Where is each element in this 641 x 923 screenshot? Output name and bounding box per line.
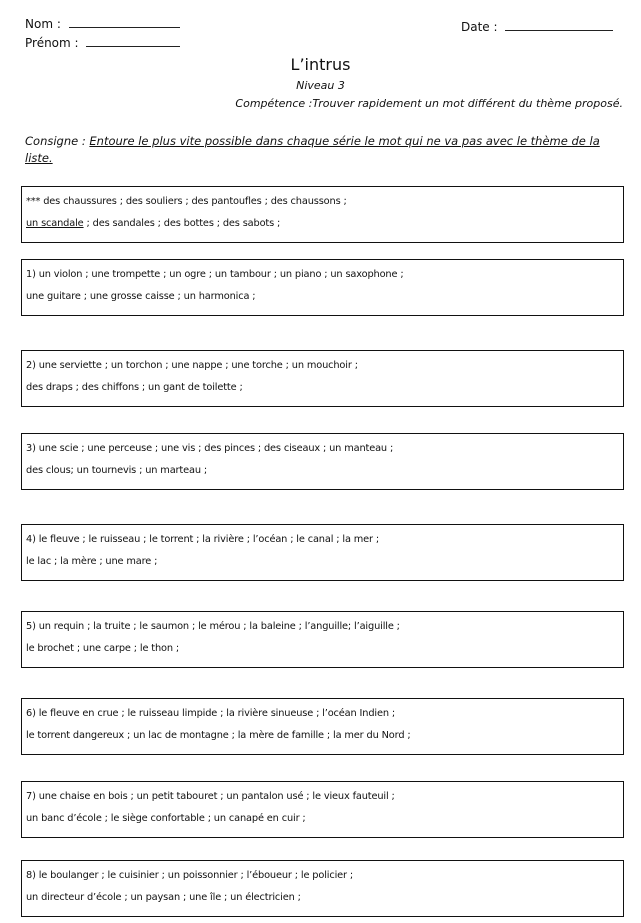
series-line[interactable]: 5) un requin ; la truite ; le saumon ; le mérou ; la baleine ; l’anguille; l’aiguille ; (26, 621, 400, 632)
consigne-label: Consigne : (25, 134, 86, 148)
series-line[interactable]: une guitare ; une grosse caisse ; un harmonica ; (26, 291, 256, 302)
series-box-8 (21, 860, 624, 917)
example-line-2 (26, 213, 623, 235)
series-box-2 (21, 350, 624, 407)
nom-label: Nom : (25, 17, 61, 31)
date-field (461, 19, 613, 34)
series-line[interactable]: 7) une chaise en bois ; un petit tabouret ; un pantalon usé ; le vieux fauteuil ; (26, 791, 395, 802)
series-line[interactable]: des clous; un tournevis ; un marteau ; (26, 465, 208, 476)
series-line[interactable]: le lac ; la mère ; une mare ; (26, 556, 158, 567)
example-answer: un scandale (26, 218, 84, 229)
example-line-1: *** des chaussures ; des souliers ; des pantoufles ; des chaussons ; (26, 196, 347, 207)
series-line[interactable]: le brochet ; une carpe ; le thon ; (26, 643, 180, 654)
series-line[interactable]: 2) une serviette ; un torchon ; une nappe ; une torche ; un mouchoir ; (26, 360, 358, 371)
series-box-1 (21, 259, 624, 316)
nom-blank[interactable] (69, 16, 180, 28)
series-line[interactable]: 8) le boulanger ; le cuisinier ; un poissonnier ; l’éboueur ; le policier ; (26, 870, 354, 881)
example-box (21, 186, 624, 243)
series-line[interactable]: un banc d’école ; le siège confortable ; un canapé en cuir ; (26, 813, 306, 824)
prenom-label: Prénom : (25, 36, 79, 50)
nom-field (25, 16, 180, 31)
series-line[interactable]: 3) une scie ; une perceuse ; une vis ; des pinces ; des ciseaux ; un manteau ; (26, 443, 394, 454)
date-label: Date : (461, 20, 498, 34)
series-box-7 (21, 781, 624, 838)
example-line-2-rest: ; des sandales ; des bottes ; des sabots ; (83, 218, 281, 229)
consigne (25, 133, 617, 167)
series-line[interactable]: 4) le fleuve ; le ruisseau ; le torrent ; la rivière ; l’océan ; le canal ; la mer ; (26, 534, 380, 545)
series-box-5 (21, 611, 624, 668)
series-line[interactable]: le torrent dangereux ; un lac de montagne ; la mère de famille ; la mer du Nord ; (26, 730, 411, 741)
series-line[interactable]: 6) le fleuve en crue ; le ruisseau limpide ; la rivière sinueuse ; l’océan Indien ; (26, 708, 396, 719)
consigne-text: Entoure le plus vite possible dans chaque série le mot qui ne va pas avec le thème de la liste. (25, 134, 600, 165)
series-line[interactable]: des draps ; des chiffons ; un gant de toilette ; (26, 382, 243, 393)
prenom-blank[interactable] (86, 35, 180, 47)
page-title: L’intrus (290, 55, 351, 74)
series-box-6 (21, 698, 624, 755)
series-box-4 (21, 524, 624, 581)
series-line[interactable]: un directeur d’école ; un paysan ; une île ; un électricien ; (26, 892, 301, 903)
competence-text: Compétence :Trouver rapidement un mot différent du thème proposé. (235, 97, 623, 110)
series-line[interactable]: 1) un violon ; une trompette ; un ogre ; un tambour ; un piano ; un saxophone ; (26, 269, 404, 280)
prenom-field (25, 35, 180, 50)
level-label: Niveau 3 (296, 79, 345, 92)
date-blank[interactable] (505, 19, 613, 31)
series-box-3 (21, 433, 624, 490)
